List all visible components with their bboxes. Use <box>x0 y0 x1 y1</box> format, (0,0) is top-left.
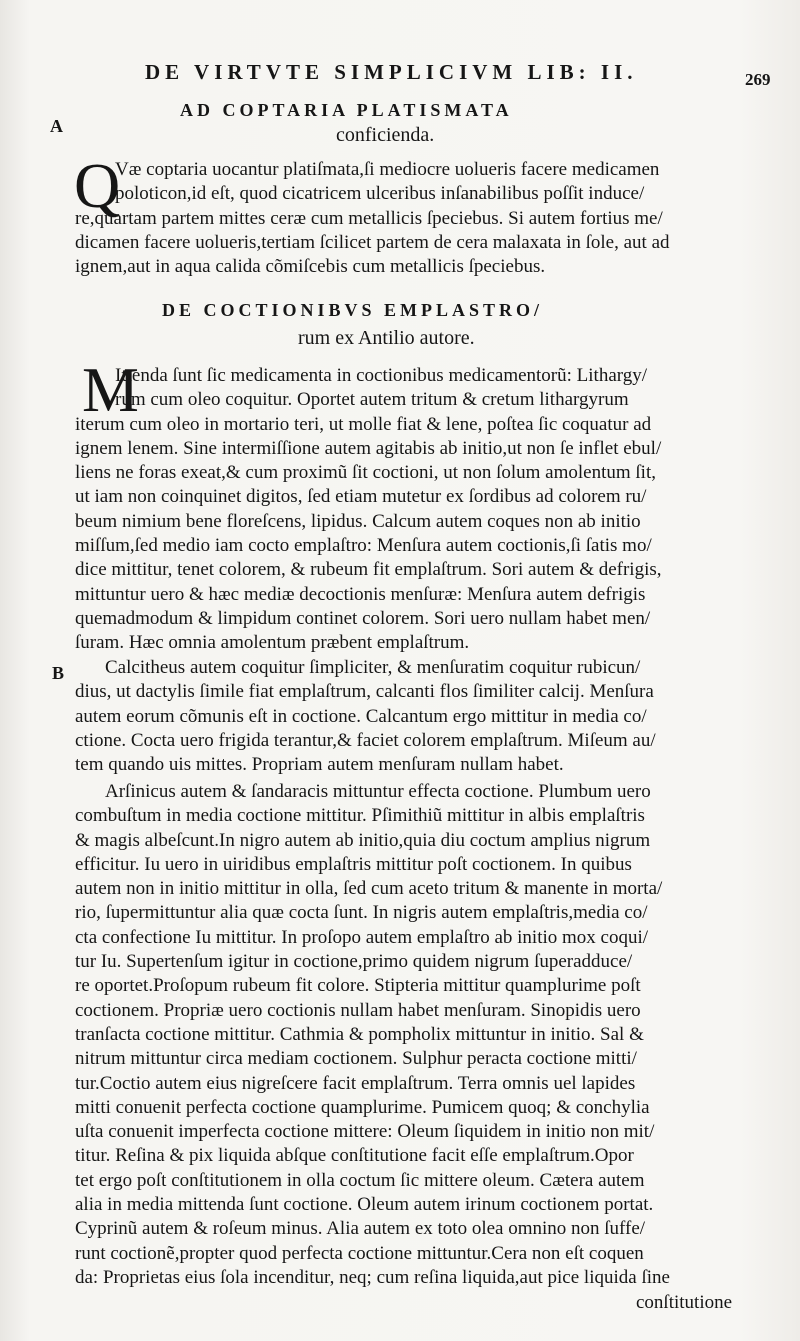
paragraph-coctionibus <box>75 364 760 656</box>
text-line: re oportet.Proſopum rubeum fit colore. Stipteria mittitur quamplurime poſt <box>75 975 641 997</box>
text-line: ignem,aut in aqua calida cõmiſcebis cum metallicis ſpeciebus. <box>75 256 546 278</box>
text-line: & magis albeſcunt.In nigro autem ab initio,quia diu coctum amplius nigrum <box>75 829 651 851</box>
text-line: rio, ſupermittuntur alia quæ cocta ſunt. In nigris autem emplaſtris,media co/ <box>75 902 648 924</box>
page-number: 269 <box>745 70 771 89</box>
text-line: tet ergo poſt conſtitutionem in olla coctum ſic mittere oleum. Cætera autem <box>75 1169 645 1191</box>
margin-letter-b: B <box>52 663 65 683</box>
text-line: tur Iu. Supertenſum igitur in coctione,primo quidem nigrum ſuperadduce/ <box>75 951 633 973</box>
text-line: alia in media mittenda ſunt coctione. Oleum autem irinum coctionem portat. <box>75 1194 654 1216</box>
text-line: dice mittitur, tenet colorem, & rubeum fit emplaſtrum. Sori autem & defrigis, <box>75 559 662 581</box>
text-line: tur.Coctio autem eius nigreſcere facit emplaſtrum. Terra omnis uel lapides <box>75 1072 636 1094</box>
text-line: combuſtum in media coctione mittitur. Pſimithiũ mittitur in albis emplaſtris <box>75 805 645 827</box>
text-line: ctione. Cocta uero frigida terantur,& faciet colorem emplaſtrum. Miſeum au/ <box>75 729 656 751</box>
text-line: dicamen facere uolueris,tertiam ſcilicet partem de cera malaxata in ſole, aut ad <box>75 231 670 253</box>
paragraph-coptaria <box>75 158 760 279</box>
text-line: ſuram. Hæc omnia amolentum præbent emplaſtrum. <box>75 632 470 654</box>
text-line: ignem lenem. Sine intermiſſione autem agitabis ab initio,ut non ſe inflet ebul/ <box>75 437 662 459</box>
text-line: rum cum oleo coquitur. Oportet autem tritum & cretum lithargyrum <box>115 389 629 411</box>
text-line: ut iam non coinquinet digitos, ſed etiam mutetur ex ſordibus ad colorem ru/ <box>75 486 647 508</box>
section-heading-coptaria: AD COPTARIA PLATISMATA <box>180 100 513 120</box>
text-line: Calcitheus autem coquitur ſimpliciter, & menſuratim coquitur rubicun/ <box>105 657 641 678</box>
text-line: miſſum,ſed medio iam cocto emplaſtro: Menſura autem coctionis,ſi ſatis mo/ <box>75 535 652 557</box>
text-line: autem non in initio mittitur in olla, ſed cum aceto tritum & manente in morta/ <box>75 878 663 900</box>
text-line: liens ne foras exeat,& cum proximũ ſit coctioni, ut non ſolum amolentum ſit, <box>75 462 656 484</box>
text-line: mitti conuenit perfecta coctione quamplurime. Pumicem quoq; & conchylia <box>75 1096 650 1118</box>
text-line: tranſacta coctione mittitur. Cathmia & pompholix mittuntur in initio. Sal & <box>75 1023 644 1045</box>
text-line: Væ coptaria uocantur platiſmata,ſi mediocre uolueris facere medicamen <box>115 159 660 180</box>
text-line: quemadmodum & limpidum continet colorem. Sori uero nullam habet men/ <box>75 607 651 629</box>
text-line: da: Proprietas eius ſola incenditur, neq; cum reſina liquida,aut pice liquida ſine <box>75 1266 670 1288</box>
text-line: Arſinicus autem & ſandaracis mittuntur effecta coctione. Plumbum uero <box>105 781 651 802</box>
text-line: Cyprinũ autem & roſeum minus. Alia autem ex toto olea omnino non ſuffe/ <box>75 1218 646 1240</box>
text-line: efficitur. Iu uero in uiridibus emplaſtris mittitur poſt coctionem. In quibus <box>75 853 632 875</box>
section-subheading-coctionibus: rum ex Antilio autore. <box>298 327 475 349</box>
text-line: poloticon,id eſt, quod cicatricem ulceribus inſanabilibus poſſit induce/ <box>115 183 645 205</box>
text-line: nitrum mittuntur circa mediam coctionem. Sulphur peracta coctione mitti/ <box>75 1048 637 1070</box>
catchword: conſtitutione <box>636 1292 733 1313</box>
text-line: re,quartam partem mittes ceræ cum metallicis ſpeciebus. Si autem fortius me/ <box>75 207 663 229</box>
section-heading-coctionibus: DE COCTIONIBVS EMPLASTRO/ <box>162 300 544 320</box>
drop-capital-q: Q <box>74 150 121 221</box>
text-line: tem quando uis mittes. Propriam autem menſuram nullam habet. <box>75 754 564 776</box>
text-line: uſta conuenit imperfecta coctione mittere: Oleum ſiquidem in initio non mit/ <box>75 1121 655 1143</box>
drop-capital-m: M <box>82 354 139 425</box>
text-line: mittuntur uero & hæc mediæ decoctionis menſuræ: Menſura autem defrigis <box>75 583 646 605</box>
text-line: autem eorum cõmunis eſt in coctione. Calcantum ergo mittitur in media co/ <box>75 705 647 727</box>
paragraph-arsinicus <box>75 780 760 1290</box>
text-line: dius, ut dactylis ſimile fiat emplaſtrum, calcanti flos ſimiliter calcij. Menſura <box>75 681 654 703</box>
paragraph-calcitheus <box>75 656 760 777</box>
section-subheading-coptaria: conficienda. <box>336 124 435 146</box>
text-line: iterum cum oleo in mortario teri, ut molle fiat & lene, poſtea ſic coquatur ad <box>75 413 652 435</box>
margin-letter-a: A <box>50 116 63 136</box>
text-line: runt coctionẽ,propter quod perfecta coctione mittuntur.Cera non eſt coquen <box>75 1242 644 1264</box>
running-title: DE VIRTVTE SIMPLICIVM LIB: II. <box>145 60 638 84</box>
text-line: titur. Reſina & pix liquida abſque conſtitutione facit eſſe emplaſtrum.Opor <box>75 1145 634 1167</box>
text-line: beum nimium bene floreſcens, lipidus. Calcum autem coques non ab initio <box>75 510 641 532</box>
text-line: coctionem. Propriæ uero coctionis nullam habet menſuram. Sinopidis uero <box>75 999 641 1021</box>
text-line: cta confectione Iu mittitur. In proſopo autem emplaſtro ab initio mox coqui/ <box>75 926 649 948</box>
text-line: Ittenda ſunt ſic medicamenta in coctionibus medicamentorũ: Lithargy/ <box>115 365 648 386</box>
